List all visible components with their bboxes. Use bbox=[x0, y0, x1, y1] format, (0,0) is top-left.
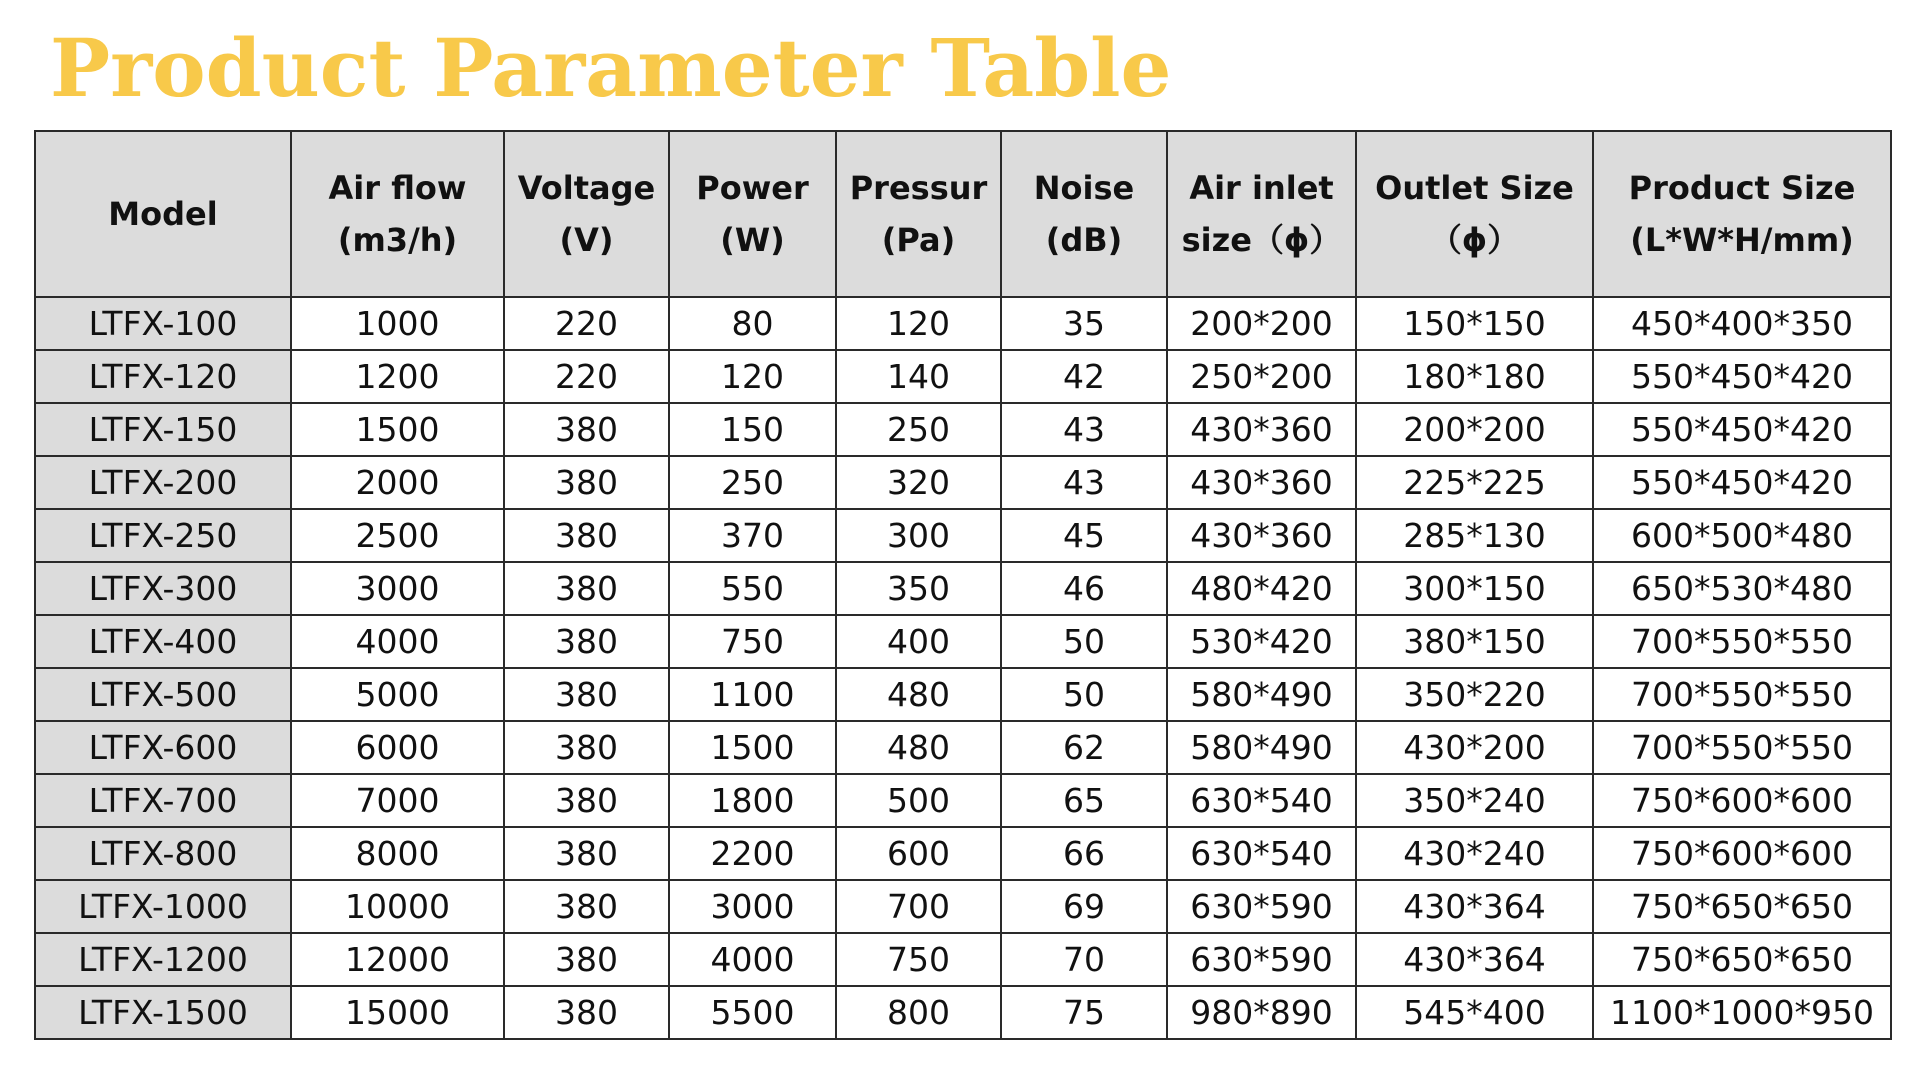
table-cell-air-inlet-size: 250*200 bbox=[1167, 350, 1356, 403]
table-cell-power: 750 bbox=[669, 615, 836, 668]
table-cell-model: LTFX-1500 bbox=[35, 986, 291, 1039]
table-cell-product-size: 750*650*650 bbox=[1593, 880, 1891, 933]
column-header-outlet-size bbox=[1356, 131, 1593, 297]
table-cell-voltage: 380 bbox=[504, 721, 669, 774]
column-header-line2: (dB) bbox=[1045, 221, 1123, 259]
table-cell-power: 3000 bbox=[669, 880, 836, 933]
table-cell-pressure: 250 bbox=[836, 403, 1001, 456]
table-cell-voltage: 220 bbox=[504, 350, 669, 403]
table-cell-model: LTFX-250 bbox=[35, 509, 291, 562]
table-cell-power: 1100 bbox=[669, 668, 836, 721]
table-cell-model: LTFX-120 bbox=[35, 350, 291, 403]
table-cell-pressure: 300 bbox=[836, 509, 1001, 562]
table-cell-pressure: 700 bbox=[836, 880, 1001, 933]
table-cell-voltage: 380 bbox=[504, 933, 669, 986]
table-cell-power: 120 bbox=[669, 350, 836, 403]
table-cell-air-flow: 15000 bbox=[291, 986, 504, 1039]
table-cell-air-inlet-size: 630*590 bbox=[1167, 880, 1356, 933]
table-cell-model: LTFX-100 bbox=[35, 297, 291, 350]
column-header-noise bbox=[1001, 131, 1167, 297]
column-header-line2: (L*W*H/mm) bbox=[1630, 221, 1854, 259]
table-cell-voltage: 380 bbox=[504, 880, 669, 933]
table-cell-voltage: 380 bbox=[504, 403, 669, 456]
table-cell-air-flow: 5000 bbox=[291, 668, 504, 721]
table-cell-noise: 43 bbox=[1001, 456, 1167, 509]
table-cell-model: LTFX-400 bbox=[35, 615, 291, 668]
table-cell-model: LTFX-1000 bbox=[35, 880, 291, 933]
table-row bbox=[35, 509, 1891, 562]
table-cell-model: LTFX-200 bbox=[35, 456, 291, 509]
table-cell-noise: 43 bbox=[1001, 403, 1167, 456]
table-cell-noise: 45 bbox=[1001, 509, 1167, 562]
table-cell-power: 1500 bbox=[669, 721, 836, 774]
table-cell-product-size: 700*550*550 bbox=[1593, 615, 1891, 668]
table-cell-noise: 46 bbox=[1001, 562, 1167, 615]
table-cell-pressure: 500 bbox=[836, 774, 1001, 827]
table-cell-product-size: 450*400*350 bbox=[1593, 297, 1891, 350]
table-cell-product-size: 750*600*600 bbox=[1593, 827, 1891, 880]
table-cell-power: 4000 bbox=[669, 933, 836, 986]
table-cell-pressure: 320 bbox=[836, 456, 1001, 509]
column-header-line1: Power bbox=[696, 169, 809, 207]
column-header-line1: Air flow bbox=[328, 169, 467, 207]
table-row bbox=[35, 668, 1891, 721]
column-header-power bbox=[669, 131, 836, 297]
table-cell-pressure: 750 bbox=[836, 933, 1001, 986]
column-header-line2: (W) bbox=[720, 221, 785, 259]
column-header-line1: Pressur bbox=[849, 169, 988, 207]
table-cell-outlet-size: 545*400 bbox=[1356, 986, 1593, 1039]
table-cell-air-inlet-size: 630*540 bbox=[1167, 774, 1356, 827]
table-cell-air-flow: 2000 bbox=[291, 456, 504, 509]
table-cell-product-size: 1100*1000*950 bbox=[1593, 986, 1891, 1039]
column-header-line1: Air inlet bbox=[1189, 169, 1334, 207]
page-title: Product Parameter Table bbox=[50, 21, 1172, 115]
table-cell-model: LTFX-600 bbox=[35, 721, 291, 774]
table-cell-outlet-size: 300*150 bbox=[1356, 562, 1593, 615]
table-row bbox=[35, 403, 1891, 456]
table-cell-product-size: 700*550*550 bbox=[1593, 721, 1891, 774]
table-cell-outlet-size: 285*130 bbox=[1356, 509, 1593, 562]
table-cell-pressure: 480 bbox=[836, 721, 1001, 774]
table-cell-power: 1800 bbox=[669, 774, 836, 827]
table-cell-model: LTFX-1200 bbox=[35, 933, 291, 986]
table-cell-power: 550 bbox=[669, 562, 836, 615]
table-cell-air-inlet-size: 200*200 bbox=[1167, 297, 1356, 350]
table-row bbox=[35, 456, 1891, 509]
table-cell-air-inlet-size: 480*420 bbox=[1167, 562, 1356, 615]
table-row bbox=[35, 615, 1891, 668]
parameter-table bbox=[34, 130, 1892, 1040]
table-cell-noise: 50 bbox=[1001, 615, 1167, 668]
table-cell-air-flow: 2500 bbox=[291, 509, 504, 562]
table-cell-product-size: 750*650*650 bbox=[1593, 933, 1891, 986]
table-cell-air-inlet-size: 980*890 bbox=[1167, 986, 1356, 1039]
column-header-line2: (V) bbox=[559, 221, 614, 259]
table-cell-product-size: 550*450*420 bbox=[1593, 456, 1891, 509]
table-cell-voltage: 380 bbox=[504, 562, 669, 615]
table-cell-product-size: 700*550*550 bbox=[1593, 668, 1891, 721]
column-header-line2: size（ϕ） bbox=[1181, 221, 1342, 259]
table-cell-voltage: 220 bbox=[504, 297, 669, 350]
table-row bbox=[35, 827, 1891, 880]
table-cell-product-size: 650*530*480 bbox=[1593, 562, 1891, 615]
table-cell-power: 370 bbox=[669, 509, 836, 562]
table-cell-power: 150 bbox=[669, 403, 836, 456]
table-cell-power: 250 bbox=[669, 456, 836, 509]
table-row bbox=[35, 350, 1891, 403]
table-cell-air-inlet-size: 430*360 bbox=[1167, 456, 1356, 509]
column-header-model bbox=[35, 131, 291, 297]
column-header-line1: Noise bbox=[1033, 169, 1135, 207]
table-cell-voltage: 380 bbox=[504, 668, 669, 721]
table-cell-outlet-size: 350*220 bbox=[1356, 668, 1593, 721]
table-cell-air-inlet-size: 580*490 bbox=[1167, 721, 1356, 774]
column-header-line1: Voltage bbox=[517, 169, 656, 207]
table-cell-noise: 35 bbox=[1001, 297, 1167, 350]
table-cell-voltage: 380 bbox=[504, 986, 669, 1039]
table-cell-outlet-size: 225*225 bbox=[1356, 456, 1593, 509]
table-cell-air-flow: 3000 bbox=[291, 562, 504, 615]
column-header-air-flow bbox=[291, 131, 504, 297]
table-cell-product-size: 550*450*420 bbox=[1593, 350, 1891, 403]
table-cell-product-size: 750*600*600 bbox=[1593, 774, 1891, 827]
table-cell-outlet-size: 380*150 bbox=[1356, 615, 1593, 668]
table-cell-outlet-size: 180*180 bbox=[1356, 350, 1593, 403]
column-header-line2: (m3/h) bbox=[337, 221, 458, 259]
table-cell-power: 5500 bbox=[669, 986, 836, 1039]
table-cell-air-inlet-size: 430*360 bbox=[1167, 509, 1356, 562]
table-cell-pressure: 480 bbox=[836, 668, 1001, 721]
table-cell-outlet-size: 430*240 bbox=[1356, 827, 1593, 880]
table-cell-power: 80 bbox=[669, 297, 836, 350]
column-header-product-size bbox=[1593, 131, 1891, 297]
table-cell-noise: 66 bbox=[1001, 827, 1167, 880]
table-cell-air-inlet-size: 530*420 bbox=[1167, 615, 1356, 668]
table-cell-model: LTFX-800 bbox=[35, 827, 291, 880]
table-cell-air-flow: 7000 bbox=[291, 774, 504, 827]
table-cell-noise: 62 bbox=[1001, 721, 1167, 774]
table-cell-air-flow: 8000 bbox=[291, 827, 504, 880]
table-cell-product-size: 550*450*420 bbox=[1593, 403, 1891, 456]
table-cell-air-inlet-size: 430*360 bbox=[1167, 403, 1356, 456]
table-row bbox=[35, 297, 1891, 350]
table-cell-model: LTFX-700 bbox=[35, 774, 291, 827]
table-cell-outlet-size: 200*200 bbox=[1356, 403, 1593, 456]
table-row bbox=[35, 721, 1891, 774]
table-cell-pressure: 600 bbox=[836, 827, 1001, 880]
table-row bbox=[35, 986, 1891, 1039]
table-row bbox=[35, 562, 1891, 615]
table-cell-noise: 50 bbox=[1001, 668, 1167, 721]
table-cell-air-inlet-size: 630*540 bbox=[1167, 827, 1356, 880]
table-cell-outlet-size: 430*364 bbox=[1356, 933, 1593, 986]
table-cell-noise: 75 bbox=[1001, 986, 1167, 1039]
column-header-line2: (Pa) bbox=[881, 221, 956, 259]
table-cell-air-flow: 12000 bbox=[291, 933, 504, 986]
table-cell-model: LTFX-500 bbox=[35, 668, 291, 721]
header-row bbox=[35, 131, 1891, 297]
column-header-air-inlet-size bbox=[1167, 131, 1356, 297]
column-header-voltage bbox=[504, 131, 669, 297]
table-cell-model: LTFX-300 bbox=[35, 562, 291, 615]
table-cell-air-flow: 4000 bbox=[291, 615, 504, 668]
table-cell-outlet-size: 350*240 bbox=[1356, 774, 1593, 827]
table-cell-noise: 69 bbox=[1001, 880, 1167, 933]
table-body bbox=[35, 297, 1891, 1039]
column-header-line1: Model bbox=[108, 195, 218, 233]
table-cell-product-size: 600*500*480 bbox=[1593, 509, 1891, 562]
table-cell-noise: 42 bbox=[1001, 350, 1167, 403]
column-header-line1: Outlet Size bbox=[1375, 169, 1574, 207]
table-cell-air-flow: 10000 bbox=[291, 880, 504, 933]
table-cell-pressure: 350 bbox=[836, 562, 1001, 615]
table-cell-voltage: 380 bbox=[504, 774, 669, 827]
table-cell-voltage: 380 bbox=[504, 827, 669, 880]
table-cell-air-flow: 6000 bbox=[291, 721, 504, 774]
table-cell-power: 2200 bbox=[669, 827, 836, 880]
table-cell-voltage: 380 bbox=[504, 615, 669, 668]
table-cell-air-inlet-size: 630*590 bbox=[1167, 933, 1356, 986]
column-header-line1: Product Size bbox=[1628, 169, 1856, 207]
column-header-pressure bbox=[836, 131, 1001, 297]
table-cell-noise: 70 bbox=[1001, 933, 1167, 986]
table-cell-noise: 65 bbox=[1001, 774, 1167, 827]
table-cell-outlet-size: 430*364 bbox=[1356, 880, 1593, 933]
table-cell-air-inlet-size: 580*490 bbox=[1167, 668, 1356, 721]
table-header bbox=[35, 131, 1891, 297]
table-cell-pressure: 400 bbox=[836, 615, 1001, 668]
table-cell-voltage: 380 bbox=[504, 509, 669, 562]
table-cell-air-flow: 1000 bbox=[291, 297, 504, 350]
table-cell-pressure: 800 bbox=[836, 986, 1001, 1039]
table-row bbox=[35, 880, 1891, 933]
table-cell-model: LTFX-150 bbox=[35, 403, 291, 456]
table-cell-pressure: 120 bbox=[836, 297, 1001, 350]
table-row bbox=[35, 774, 1891, 827]
table-cell-air-flow: 1200 bbox=[291, 350, 504, 403]
table-cell-pressure: 140 bbox=[836, 350, 1001, 403]
table-cell-outlet-size: 430*200 bbox=[1356, 721, 1593, 774]
table-cell-outlet-size: 150*150 bbox=[1356, 297, 1593, 350]
table-row bbox=[35, 933, 1891, 986]
table-cell-voltage: 380 bbox=[504, 456, 669, 509]
table-cell-air-flow: 1500 bbox=[291, 403, 504, 456]
column-header-line2: （ϕ） bbox=[1429, 221, 1520, 259]
